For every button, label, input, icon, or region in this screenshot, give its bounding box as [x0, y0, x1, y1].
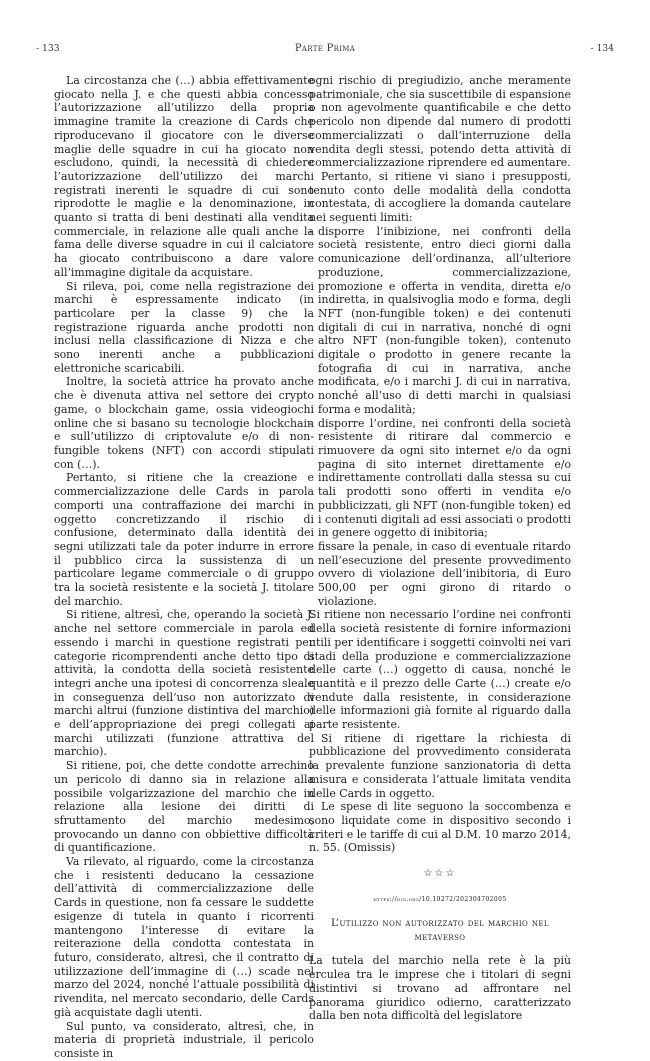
page-number-left: - 133: [36, 43, 60, 54]
running-title: Parte Prima: [294, 43, 356, 54]
paragraph-continued: ogni rischio di pregiudizio, anche meramente patrimoniale, che sia suscettibile di espansione o non agevolmente quantificabile e che detto pericolo non dipende dal numero di prodotti commercializzati o dall’interruzione della vendita degli stessi, potendo detta attività di commercializzazione riprendere ed aumentare.: [309, 74, 571, 170]
running-header: [36, 43, 614, 57]
paragraph: Si ritiene non necessario l’ordine nei confronti della società resistente di fornire informazioni utili per identificare i soggetti coinvolti nei vari stadi della produzione e commercializzazione delle carte (…) oggetto di causa, nonché le quantità e il prezzo delle Carte (…) create e/o vendute dalla resistente, in considerazione delle informazioni già fornite al riguardo dalla parte resistente.: [309, 608, 571, 732]
right-column: [309, 74, 571, 1023]
section-separator-stars: ☆☆☆: [423, 868, 457, 880]
left-column: [54, 74, 314, 1061]
list-item: - disporre l’inibizione, nei confronti della società resistente, entro dieci giorni dalla comunicazione dell’ordinanza, all’ulteriore produzione, commercializzazione, promozione e offerta in vendita, diretta e/o indiretta, in qualsivoglia modo e forma, degli NFT (non-fungible token) e dei contenuti digitali di cui in narrativa, nonché di ogni altro NFT (non-fungible token), contenuto digitale o prodotto in genere recante la fotografia di cui in narrativa, anche modificata, e/o i marchi J. di cui in narrativa, nonché all’uso di detti marchi in qualsiasi forma e modalità;: [309, 225, 571, 417]
paragraph: La circostanza che (…) abbia effettivamente giocato nella J. e che questi abbia concesso l’autorizzazione all’utilizzo della propria immagine tramite la creazione di Cards che riproducevano il giocatore con le diverse maglie delle squadre in cui ha giocato non escludono, quindi, la necessità di chiedere l’autorizzazione dell’utilizzo dei marchi registrati inerenti le squadre di cui sono riprodotte le maglie e la denominazione, in quanto si tratta di beni destinati alla vendita commerciale, in relazione alle quali anche la fama delle diverse squadre in cui il calciatore ha giocato contribuiscono a dare valore all’immagine digitale da acquistare.: [54, 74, 314, 279]
paragraph: Le spese di lite seguono la soccombenza e sono liquidate come in dispositivo secondo i criteri e le tariffe di cui al D.M. 10 marzo 2014, n. 55. (Omissis): [309, 800, 571, 855]
list-item: - disporre l’ordine, nei confronti della società resistente di ritirare dal commercio e rimuovere da ogni sito internet e/o da ogni pagina di sito internet direttamente e/o indirettamente controllati dalla stessa su cui tali prodotti sono offerti in vendita e/o pubblicizzati, gli NFT (non-fungible token) ed i contenuti digitali ad essi associati o prodotti in genere oggetto di inibitoria;: [309, 417, 571, 540]
list-item: - fissare la penale, in caso di eventuale ritardo nell’esecuzione del presente provvedimento ovvero di violazione dell’inibitoria, di Euro 500,00 per ogni girono di ritardo o violazione.: [309, 540, 571, 609]
paragraph: Si rileva, poi, come nella registrazione dei marchi è espressamente indicato (in particolare per la classe 9) che la registrazione riguarda anche prodotti non inclusi nella classificazione di Nizza e che sono inerenti anche a pubblicazioni elettroniche scaricabili.: [54, 279, 314, 375]
page-number-right: - 134: [590, 43, 614, 54]
paragraph: Inoltre, la società attrice ha provato anche che è divenuta attiva nel settore dei crypto game, o blockchain game, ossia videogiochi online che si basano su tecnologie blockchain e sull’utilizzo di criptovalute e/o di non-fungible tokens (NFT) con accordi stipulati con (…).: [54, 375, 314, 471]
paragraph: Pertanto, si ritiene che la creazione e commercializzazione delle Cards in parola comporti una contraffazione dei marchi in oggetto concretizzando il rischio di confusione, determinato dalla identità dei segni utilizzati tale da poter indurre in errore il pubblico circa la sussistenza di un particolare legame commerciale o di gruppo tra la società resistente e la società J. titolare del marchio.: [54, 471, 314, 608]
doi-link[interactable]: https://doi.org/10.19272/202304702005: [373, 895, 507, 903]
paragraph: Si ritiene, altresì, che, operando la società J. anche nel settore commerciale in parola ed essendo i marchi in questione registrati per categorie ricomprendenti anche detto tipo di attività, la condotta della società resistente integri anche una ipotesi di concorrenza sleale in conseguenza dell’uso non autorizzato di marchi altrui (funzione distintiva del marchio) e dell’appropriazione dei pregi collegati ai marchi utilizzati (funzione attrattiva del marchio).: [54, 608, 314, 759]
paragraph: Sul punto, va considerato, altresì, che, in materia di proprietà industriale, il pericolo consiste in: [54, 1019, 314, 1060]
paragraph: Pertanto, si ritiene vi siano i presupposti, tenuto conto delle modalità della condotta contestata, di accogliere la domanda cautelare nei seguenti limiti:: [309, 169, 571, 225]
paragraph: Va rilevato, al riguardo, come la circostanza che i resistenti deducano la cessazione dell’attività di commercializzazione delle Cards in questione, non fa cessare le suddette esigenze di tutela in quanto i ricorrenti mantengono l’interesse di evitare la reiterazione della condotta contestata in futuro, considerato, altresì, che il contratto di utilizzazione dell’immagine di (…) scade nel marzo del 2024, nonché l’attuale possibilità di rivendita, nel mercato secondario, delle Cards già acquistate dagli utenti.: [54, 855, 314, 1019]
section-heading: L’utilizzo non autorizzato del marchio nel metaverso: [331, 917, 549, 944]
paragraph: Si ritiene, poi, che dette condotte arrechino un pericolo di danno sia in relazione alla possibile volgarizzazione del marchio che in relazione alla lesione dei diritti di sfruttamento del marchio medesimo, provocando un danno con obbiettive difficoltà di quantificazione.: [54, 759, 314, 855]
paragraph: Si ritiene di rigettare la richiesta di pubblicazione del provvedimento considerata la prevalente funzione sanzionatoria di detta misura e considerata l’attuale limitata vendita delle Cards in oggetto.: [309, 731, 571, 800]
paragraph: La tutela del marchio nella rete è la più erculea tra le imprese che i titolari di segni distintivi si trovano ad affrontare nel panorama giuridico odierno, caratterizzato dalla ben nota difficoltà del legislatore: [309, 954, 571, 1023]
limits-list: [309, 225, 571, 609]
